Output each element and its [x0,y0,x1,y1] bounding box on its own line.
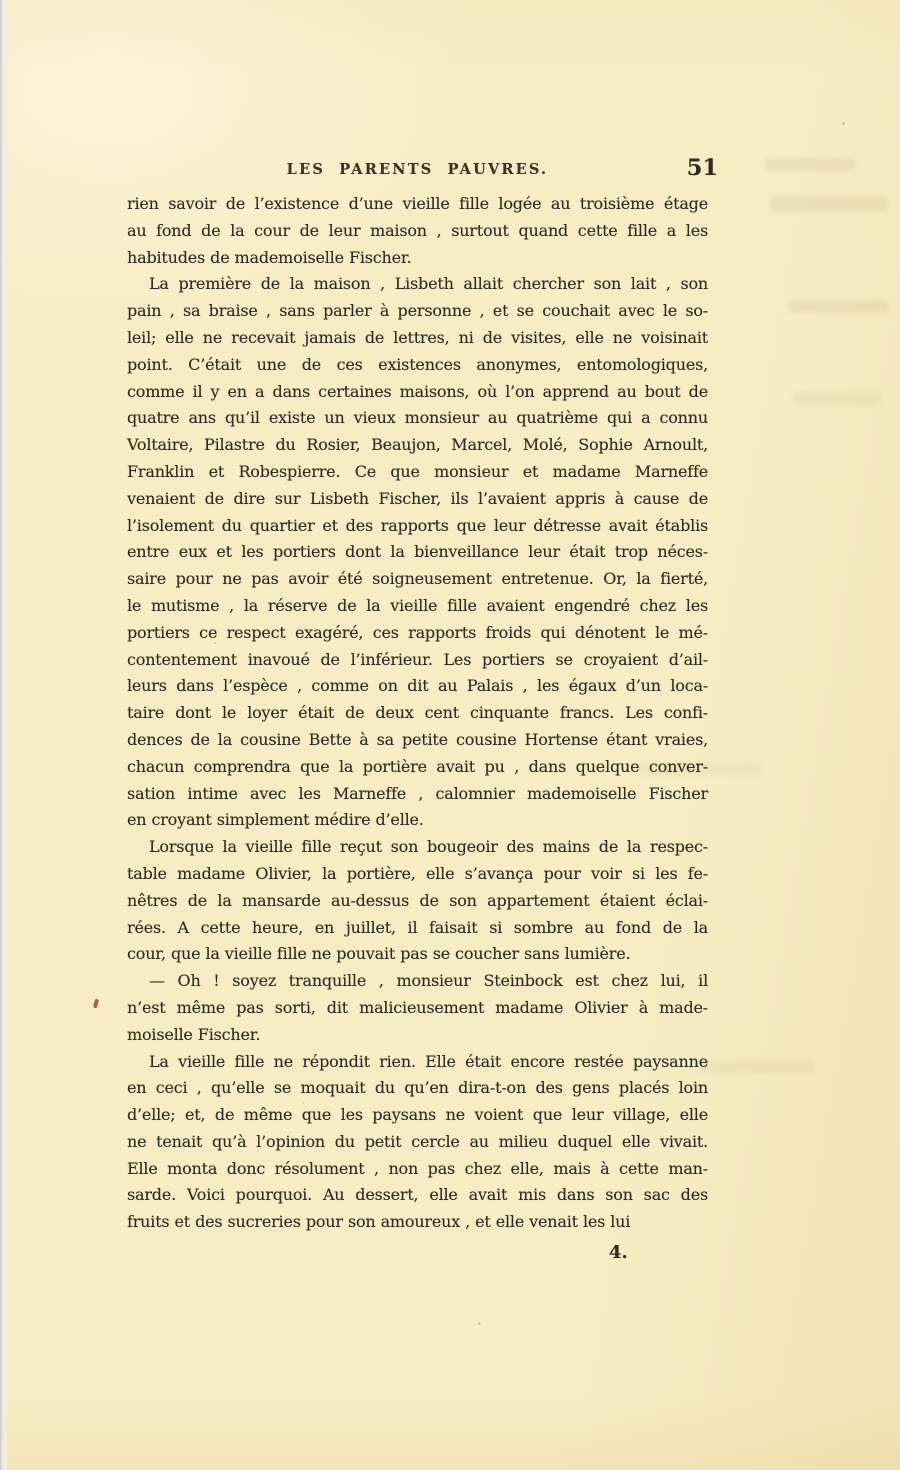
text-line: ne tenait qu’à l’opinion du petit cercle au milieu duquel elle vivait. [127,1131,708,1151]
paragraph [127,1049,708,1237]
text-line: dences de la cousine Bette à sa petite cousine Hortense étant vraies, [127,729,708,749]
paper-speck [842,122,845,125]
text-line: comme il y en a dans certaines maisons, où l’on apprend au bout de [127,381,708,401]
text-line: d’elle; et, de même que les paysans ne voient que leur village, elle [127,1105,708,1125]
show-through-mark [770,196,888,212]
text-line: Elle monta donc résolument , non pas chez elle, mais à cette man- [127,1158,708,1178]
text-line: contentement inavoué de l’inférieur. Les portiers se croyaient d’ail- [127,649,708,669]
paragraph [127,834,708,968]
text-line: au fond de la cour de leur maison , surtout quand cette fille a les [127,220,708,240]
paper-speck [478,1322,481,1325]
show-through-mark [700,1060,815,1073]
margin-fleck [93,999,99,1009]
text-line: pain , sa braise , sans parler à personne , et se couchait avec le so- [127,301,708,321]
text-line: l’isolement du quartier et des rapports que leur détresse avait établis [127,515,708,535]
text-line: La vieille fille ne répondit rien. Elle était encore restée paysanne [149,1051,708,1071]
text-line: sarde. Voici pourquoi. Au dessert, elle avait mis dans son sac des [127,1185,708,1205]
text-line: portiers ce respect exagéré, ces rapports froids qui dénotent le mé- [127,622,708,642]
text-line: habitudes de mademoiselle Fischer. [127,247,412,267]
text-line: fruits et des sucreries pour son amoureux , et elle venait les lui [127,1212,631,1232]
text-line: chacun comprendra que la portière avait pu , dans quelque conver- [127,756,708,776]
text-line: moiselle Fischer. [127,1024,261,1044]
text-line: venaient de dire sur Lisbeth Fischer, ils l’avaient appris à cause de [127,488,708,508]
paragraph [127,191,708,271]
text-line: leurs dans l’espèce , comme on dit au Palais , les égaux d’un loca- [127,676,708,696]
text-line: point. C’était une de ces existences anonymes, entomologiques, [127,354,708,374]
text-line: quatre ans qu’il existe un vieux monsieur au quatrième qui a connu [127,408,708,428]
show-through-mark [788,300,888,313]
scan-edge-strip [0,0,8,1470]
text-line: en croyant simplement médire d’elle. [127,810,424,830]
text-line: La première de la maison , Lisbeth allait chercher son lait , son [149,274,708,294]
page-text [127,191,708,1236]
paragraph [127,271,708,834]
book-page [127,155,718,1264]
text-line: table madame Olivier, la portière, elle s’avança pour voir si les fe- [127,863,708,883]
text-line: en ceci , qu’elle se moquait du qu’en dira-t-on des gens placés loin [127,1078,708,1098]
text-line: rien savoir de l’existence d’une vieille fille logée au troisième étage [127,194,708,213]
text-line: leil; elle ne recevait jamais de lettres, ni de visites, elle ne voisinait [127,327,708,347]
text-line: n’est même pas sorti, dit malicieusement madame Olivier à made- [127,997,708,1017]
text-line: — Oh ! soyez tranquille , monsieur Steinbock est chez lui, il [149,971,708,991]
show-through-mark [793,392,881,405]
running-head [127,155,718,185]
text-line: rées. A cette heure, en juillet, il faisait si sombre au fond de la [127,917,708,937]
signature-mark: 4. [609,1242,628,1264]
text-line: le mutisme , la réserve de la vieille fille avaient engendré chez les [127,595,708,615]
paragraph [127,968,708,1048]
text-line: taire dont le loyer était de deux cent cinquante francs. Les confi- [127,703,708,723]
text-line: cour, que la vieille fille ne pouvait pas se coucher sans lumière. [127,944,631,964]
page-number: 51 [686,155,718,181]
text-line: nêtres de la mansarde au-dessus de son appartement étaient éclai- [127,890,708,910]
text-line: entre eux et les portiers dont la bienveillance leur était trop néces- [127,542,708,562]
show-through-mark [765,158,855,171]
text-line: Voltaire, Pilastre du Rosier, Beaujon, Marcel, Molé, Sophie Arnoult, [127,435,708,455]
text-line: sation intime avec les Marneffe , calomnier mademoiselle Fischer [127,783,708,803]
running-head-title: LES PARENTS PAUVRES. [286,161,549,178]
text-line: Franklin et Robespierre. Ce que monsieur et madame Marneffe [127,461,708,481]
text-line: saire pour ne pas avoir été soigneusement entretenue. Or, la fierté, [127,569,708,589]
text-line: Lorsque la vieille fille reçut son bougeoir des mains de la respec- [149,837,708,857]
